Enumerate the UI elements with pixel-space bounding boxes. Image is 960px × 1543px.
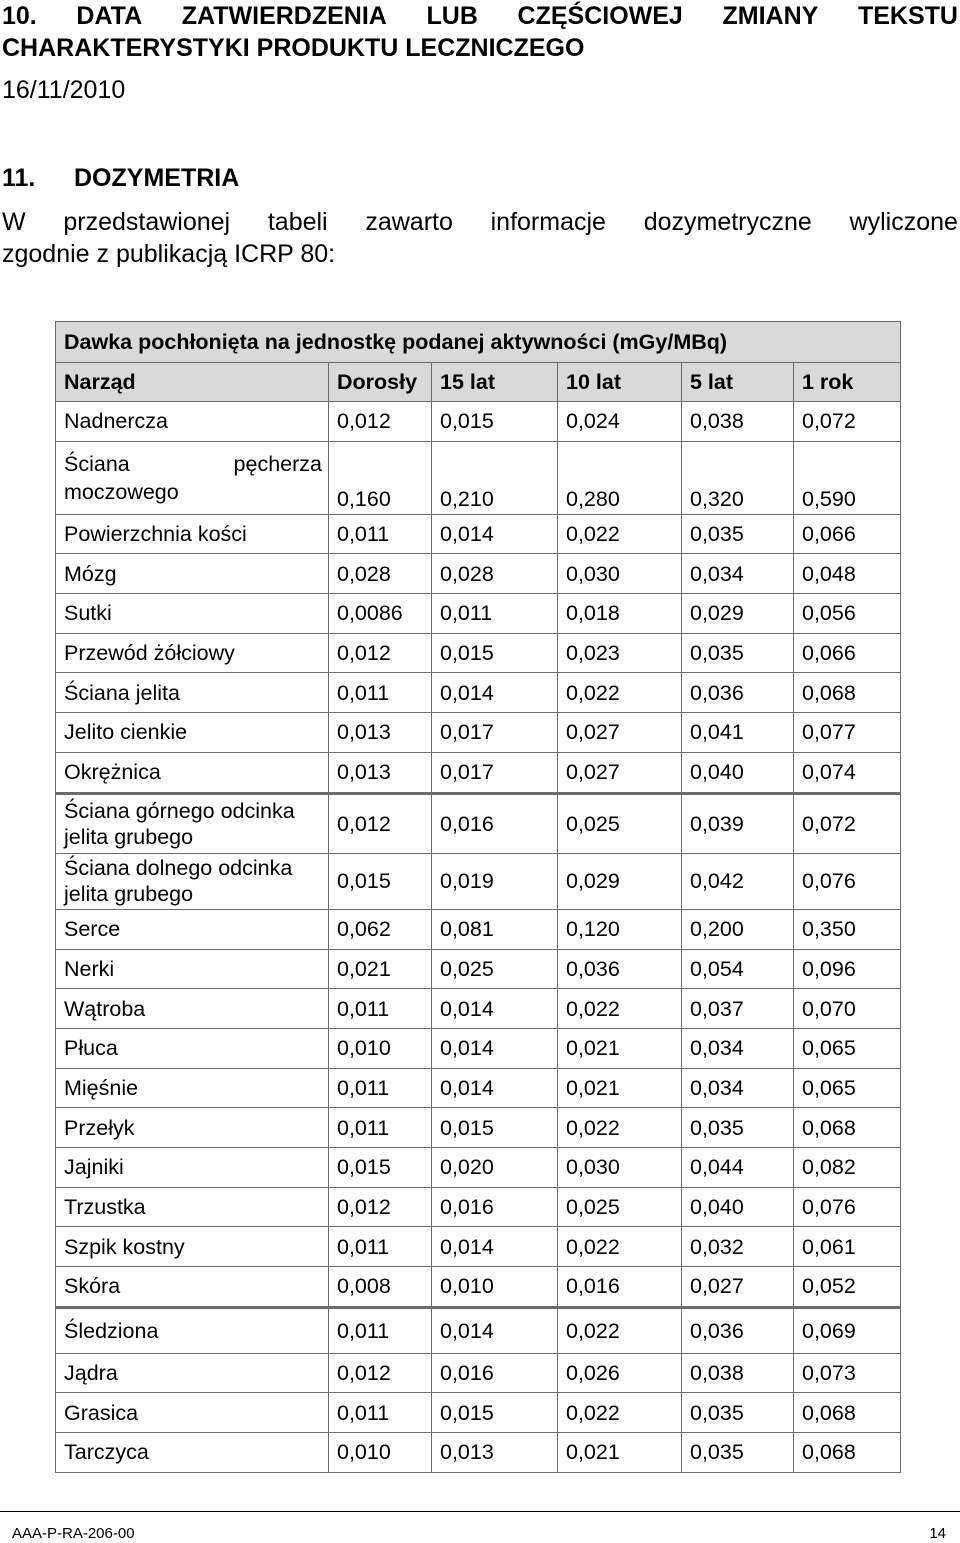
footer-divider (0, 1511, 960, 1512)
organ-cell: Nadnercza (56, 402, 329, 442)
section-11-heading (2, 162, 239, 194)
dose-value-cell: 0,032 (682, 1227, 794, 1267)
section-10-heading-line2: CHARAKTERYSTYKI PRODUKTU LECZNICZEGO (2, 34, 585, 62)
dose-value-cell: 0,160 (329, 441, 432, 514)
dose-value-cell: 0,056 (794, 594, 901, 634)
dose-value-cell: 0,014 (432, 1227, 558, 1267)
dose-value-cell: 0,016 (558, 1267, 682, 1308)
organ-cell: Jelito cienkie (56, 713, 329, 753)
dose-value-cell: 0,011 (329, 1307, 432, 1353)
dose-value-cell: 0,016 (432, 793, 558, 853)
table-row (56, 1267, 901, 1308)
dose-value-cell: 0,035 (682, 1393, 794, 1433)
table-row (56, 989, 901, 1029)
organ-cell: Ściana dolnego odcinka jelita grubego (56, 853, 329, 909)
organ-cell: Przełyk (56, 1108, 329, 1148)
dose-value-cell: 0,022 (558, 1108, 682, 1148)
table-caption: Dawka pochłonięta na jednostkę podanej aktywności (mGy/MBq) (56, 322, 901, 363)
approval-date: 16/11/2010 (2, 76, 126, 104)
dose-value-cell: 0,068 (794, 1108, 901, 1148)
dose-value-cell: 0,025 (558, 793, 682, 853)
dose-value-cell: 0,012 (329, 633, 432, 673)
organ-cell: Sutki (56, 594, 329, 634)
organ-cell: Wątroba (56, 989, 329, 1029)
section-11-title: DOZYMETRIA (74, 164, 240, 192)
dose-value-cell: 0,014 (432, 673, 558, 713)
dose-value-cell: 0,022 (558, 1227, 682, 1267)
organ-cell: Płuca (56, 1028, 329, 1068)
table-row (56, 1433, 901, 1473)
section-10-heading-line1 (2, 0, 958, 32)
dose-value-cell: 0,066 (794, 633, 901, 673)
dose-value-cell: 0,012 (329, 793, 432, 853)
dose-value-cell: 0,035 (682, 1108, 794, 1148)
dose-value-cell: 0,022 (558, 673, 682, 713)
organ-cell: Ściana pęcherza moczowego (56, 441, 329, 514)
organ-cell: Ściana jelita (56, 673, 329, 713)
dose-value-cell: 0,023 (558, 633, 682, 673)
organ-cell: Powierzchnia kości (56, 514, 329, 554)
table-row (56, 1227, 901, 1267)
heading-word: CZĘŚCIOWEJ (517, 2, 683, 30)
table-row (56, 793, 901, 853)
dose-value-cell: 0,015 (329, 853, 432, 909)
dose-value-cell: 0,008 (329, 1267, 432, 1308)
dose-value-cell: 0,012 (329, 402, 432, 442)
dose-value-cell: 0,018 (558, 594, 682, 634)
dose-value-cell: 0,052 (794, 1267, 901, 1308)
organ-cell: Jajniki (56, 1147, 329, 1187)
dose-value-cell: 0,010 (432, 1267, 558, 1308)
section-11-number: 11. (2, 164, 36, 192)
dose-value-cell: 0,320 (682, 441, 794, 514)
dose-value-cell: 0,041 (682, 713, 794, 753)
dose-value-cell: 0,027 (558, 713, 682, 753)
dose-value-cell: 0,021 (558, 1433, 682, 1473)
dose-value-cell: 0,011 (329, 514, 432, 554)
dose-value-cell: 0,036 (682, 673, 794, 713)
organ-cell: Tarczyca (56, 1433, 329, 1473)
page-number: 14 (929, 1525, 946, 1542)
dose-value-cell: 0,076 (794, 1187, 901, 1227)
document-code: AAA-P-RA-206-00 (12, 1525, 135, 1542)
dose-value-cell: 0,027 (558, 752, 682, 793)
dose-value-cell: 0,081 (432, 909, 558, 949)
heading-word: 10. (2, 2, 37, 30)
dose-value-cell: 0,040 (682, 1187, 794, 1227)
table-row (56, 1147, 901, 1187)
dose-value-cell: 0,015 (432, 1393, 558, 1433)
dose-value-cell: 0,037 (682, 989, 794, 1029)
dose-value-cell: 0,030 (558, 554, 682, 594)
dose-value-cell: 0,025 (558, 1187, 682, 1227)
dose-value-cell: 0,040 (682, 752, 794, 793)
dose-value-cell: 0,022 (558, 514, 682, 554)
dose-value-cell: 0,035 (682, 514, 794, 554)
heading-word: DATA (76, 2, 143, 30)
dose-value-cell: 0,029 (558, 853, 682, 909)
organ-cell: Okrężnica (56, 752, 329, 793)
dose-value-cell: 0,068 (794, 1393, 901, 1433)
organ-cell: Mięśnie (56, 1068, 329, 1108)
dose-value-cell: 0,048 (794, 554, 901, 594)
dose-value-cell: 0,210 (432, 441, 558, 514)
intro-paragraph (2, 206, 958, 270)
dose-value-cell: 0,076 (794, 853, 901, 909)
dose-value-cell: 0,035 (682, 1433, 794, 1473)
dose-value-cell: 0,011 (329, 1393, 432, 1433)
column-header: 10 lat (558, 363, 682, 402)
table-row (56, 673, 901, 713)
dose-value-cell: 0,012 (329, 1353, 432, 1393)
column-header: 5 lat (682, 363, 794, 402)
dose-value-cell: 0,073 (794, 1353, 901, 1393)
table-row (56, 1187, 901, 1227)
dose-value-cell: 0,013 (329, 752, 432, 793)
organ-cell: Trzustka (56, 1187, 329, 1227)
dose-value-cell: 0,017 (432, 752, 558, 793)
dose-value-cell: 0,021 (329, 949, 432, 989)
table-row (56, 1068, 901, 1108)
dose-value-cell: 0,014 (432, 989, 558, 1029)
table-row (56, 853, 901, 909)
dose-value-cell: 0,065 (794, 1068, 901, 1108)
table-row (56, 949, 901, 989)
table-caption-row (56, 322, 901, 363)
intro-word: W (2, 208, 26, 236)
dose-value-cell: 0,038 (682, 1353, 794, 1393)
table-row (56, 1353, 901, 1393)
dose-value-cell: 0,011 (329, 989, 432, 1029)
dose-value-cell: 0,280 (558, 441, 682, 514)
intro-word: dozymetryczne (643, 208, 812, 236)
dose-value-cell: 0,061 (794, 1227, 901, 1267)
dose-value-cell: 0,065 (794, 1028, 901, 1068)
dose-value-cell: 0,070 (794, 989, 901, 1029)
dose-value-cell: 0,021 (558, 1028, 682, 1068)
dose-value-cell: 0,350 (794, 909, 901, 949)
table-row (56, 633, 901, 673)
dose-value-cell: 0,022 (558, 1307, 682, 1353)
dose-value-cell: 0,072 (794, 793, 901, 853)
dose-value-cell: 0,028 (432, 554, 558, 594)
section-10-heading (2, 0, 958, 64)
organ-cell: Szpik kostny (56, 1227, 329, 1267)
dose-value-cell: 0,019 (432, 853, 558, 909)
dose-value-cell: 0,010 (329, 1433, 432, 1473)
dose-value-cell: 0,036 (558, 949, 682, 989)
dose-value-cell: 0,015 (432, 402, 558, 442)
dose-value-cell: 0,077 (794, 713, 901, 753)
table-row (56, 713, 901, 753)
dose-value-cell: 0,035 (682, 633, 794, 673)
organ-cell: Grasica (56, 1393, 329, 1433)
table-row (56, 554, 901, 594)
dosimetry-table (55, 321, 901, 1473)
table-row (56, 1028, 901, 1068)
dose-value-cell: 0,028 (329, 554, 432, 594)
intro-word: informacje (490, 208, 606, 236)
table-row (56, 441, 901, 514)
dose-value-cell: 0,013 (432, 1433, 558, 1473)
dose-value-cell: 0,014 (432, 1068, 558, 1108)
heading-word: LUB (426, 2, 478, 30)
dose-value-cell: 0,013 (329, 713, 432, 753)
dosimetry-table-body (56, 322, 901, 1473)
intro-word: tabeli (267, 208, 328, 236)
dose-value-cell: 0,590 (794, 441, 901, 514)
intro-line1 (2, 206, 958, 238)
column-header: 1 rok (794, 363, 901, 402)
dose-value-cell: 0,017 (432, 713, 558, 753)
column-header: 15 lat (432, 363, 558, 402)
dose-value-cell: 0,026 (558, 1353, 682, 1393)
dose-value-cell: 0,015 (329, 1147, 432, 1187)
table-row (56, 594, 901, 634)
dose-value-cell: 0,010 (329, 1028, 432, 1068)
dose-value-cell: 0,011 (329, 1227, 432, 1267)
table-header-row (56, 363, 901, 402)
dose-value-cell: 0,015 (432, 633, 558, 673)
intro-word: przedstawionej (63, 208, 231, 236)
dose-value-cell: 0,039 (682, 793, 794, 853)
dose-value-cell: 0,014 (432, 514, 558, 554)
dose-value-cell: 0,034 (682, 1068, 794, 1108)
organ-cell: Ściana górnego odcinka jelita grubego (56, 793, 329, 853)
organ-cell: Serce (56, 909, 329, 949)
column-header: Dorosły (329, 363, 432, 402)
dose-value-cell: 0,029 (682, 594, 794, 634)
dose-value-cell: 0,022 (558, 989, 682, 1029)
dose-value-cell: 0,072 (794, 402, 901, 442)
table-row (56, 1307, 901, 1353)
table-row (56, 1393, 901, 1433)
dose-value-cell: 0,016 (432, 1187, 558, 1227)
dose-value-cell: 0,054 (682, 949, 794, 989)
organ-cell: Nerki (56, 949, 329, 989)
dose-value-cell: 0,200 (682, 909, 794, 949)
dose-value-cell: 0,096 (794, 949, 901, 989)
organ-cell: Jądra (56, 1353, 329, 1393)
dose-value-cell: 0,014 (432, 1028, 558, 1068)
dose-value-cell: 0,042 (682, 853, 794, 909)
dose-value-cell: 0,014 (432, 1307, 558, 1353)
dose-value-cell: 0,120 (558, 909, 682, 949)
dose-value-cell: 0,011 (329, 1108, 432, 1148)
heading-word: ZATWIERDZENIA (181, 2, 387, 30)
dose-value-cell: 0,011 (329, 673, 432, 713)
table-row (56, 514, 901, 554)
dose-value-cell: 0,066 (794, 514, 901, 554)
organ-cell: Skóra (56, 1267, 329, 1308)
table-row (56, 402, 901, 442)
intro-word: wyliczone (849, 208, 958, 236)
dose-value-cell: 0,024 (558, 402, 682, 442)
dose-value-cell: 0,016 (432, 1353, 558, 1393)
dose-value-cell: 0,038 (682, 402, 794, 442)
dose-value-cell: 0,062 (329, 909, 432, 949)
intro-line2: zgodnie z publikacją ICRP 80: (2, 240, 336, 268)
heading-word: TEKSTU (857, 2, 958, 30)
dose-value-cell: 0,022 (558, 1393, 682, 1433)
dose-value-cell: 0,020 (432, 1147, 558, 1187)
heading-word: ZMIANY (722, 2, 819, 30)
dose-value-cell: 0,036 (682, 1307, 794, 1353)
intro-word: zawarto (365, 208, 453, 236)
dose-value-cell: 0,030 (558, 1147, 682, 1187)
dose-value-cell: 0,011 (329, 1068, 432, 1108)
table-row (56, 752, 901, 793)
dose-value-cell: 0,044 (682, 1147, 794, 1187)
organ-cell: Przewód żółciowy (56, 633, 329, 673)
dose-value-cell: 0,082 (794, 1147, 901, 1187)
dose-value-cell: 0,025 (432, 949, 558, 989)
dose-value-cell: 0,012 (329, 1187, 432, 1227)
dose-value-cell: 0,015 (432, 1108, 558, 1148)
dose-value-cell: 0,021 (558, 1068, 682, 1108)
dose-value-cell: 0,068 (794, 673, 901, 713)
organ-cell: Mózg (56, 554, 329, 594)
dose-value-cell: 0,0086 (329, 594, 432, 634)
table-row (56, 1108, 901, 1148)
table-row (56, 909, 901, 949)
dose-value-cell: 0,034 (682, 554, 794, 594)
dose-value-cell: 0,074 (794, 752, 901, 793)
dose-value-cell: 0,069 (794, 1307, 901, 1353)
dose-value-cell: 0,011 (432, 594, 558, 634)
dose-value-cell: 0,034 (682, 1028, 794, 1068)
dose-value-cell: 0,027 (682, 1267, 794, 1308)
organ-cell: Śledziona (56, 1307, 329, 1353)
column-header: Narząd (56, 363, 329, 402)
dose-value-cell: 0,068 (794, 1433, 901, 1473)
